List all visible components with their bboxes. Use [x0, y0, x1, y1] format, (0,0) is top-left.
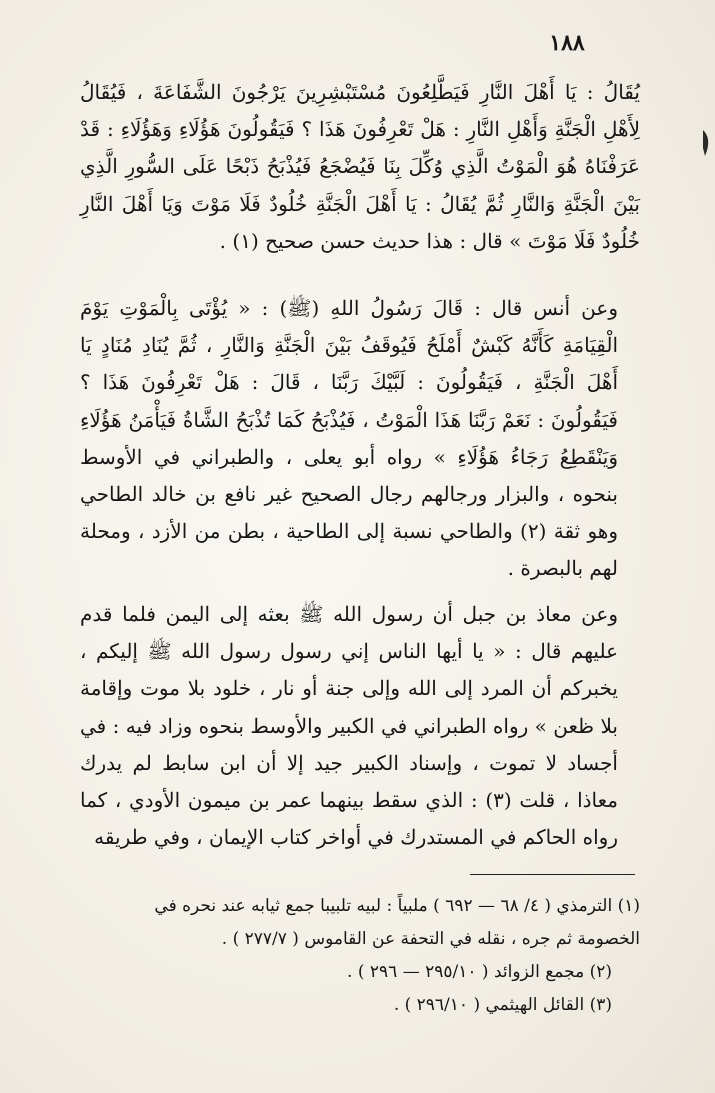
- paragraph-text: يُقَالُ : يَا أَهْلَ النَّارِ فَيَطَّلِعُونَ مُسْتَبْشِرِينَ يَرْجُونَ الشَّفَاعَةَ ، فَيُقَالُ لِأَهْلِ الْجَنَّةِ وَأَهْلِ النَّارِ : هَلْ تَعْرِفُونَ هَذَا ؟ فَيَقُولُونَ هَؤُلَاءِ وَهَؤُلَاءِ : قَدْ عَرَفْنَاهُ هُوَ الْمَوْتُ الَّذِي وُكِّلَ بِنَا فَيُضْجَعُ فَيُذْبَحُ ذَبْحًا عَلَى السُّورِ الَّذِي بَيْنَ الْجَنَّةِ وَالنَّارِ ثُمَّ يُقَالُ : يَا أَهْلَ الْجَنَّةِ خُلُودٌ فَلَا مَوْتَ وَيَا أَهْلَ النَّارِ خُلُودٌ فَلَا مَوْتَ » قال : هذا حديث حسن صحيح (١) .: [80, 80, 640, 253]
- paragraph-text: وعن أنس قال : قَالَ رَسُولُ اللهِ (ﷺ) : « يُؤْتَى بِالْمَوْتِ يَوْمَ الْقِيَامَةِ كَأَنَّهُ كَبْشٌ أَمْلَحُ فَيُوقَفُ بَيْنَ الْجَنَّةِ وَالنَّارِ ، ثُمَّ يُنَادِ مُنَادٍ يَا أَهْلَ الْجَنَّةِ ، فَيَقُولُونَ : لَبَّيْكَ رَبَّنَا ، قَالَ : هَلْ تَعْرِفُونَ هَذَا ؟ فَيَقُولُونَ : نَعَمْ رَبَّنَا هَذَا الْمَوْتُ ، فَيُذْبَحُ كَمَا تُذْبَحُ الشَّاةُ فَيَأْمَنُ هَؤُلَاءِ وَيَنْقَطِعُ رَجَاءُ هَؤُلَاءِ » رواه أبو يعلى ، والطبراني في الأوسط بنحوه ، والبزار ورجالهم رجال الصحيح غير نافع بن خالد الطاحي وهو ثقة (٢) والطاحي نسبة إلى الطاحية ، بطن من الأزد ، ومحلة لهم بالبصرة .: [80, 296, 618, 581]
- page-edge-mark-icon: [701, 128, 711, 158]
- paragraph-hadith-death-ram-continued: [80, 74, 640, 260]
- footnote-separator: [470, 874, 635, 875]
- footnote-1-line-2: الخصومة ثم جره ، نقله في التحفة عن القاموس ( ٢٧٧/٧ ) .: [221, 929, 640, 949]
- paragraph-muadh-narration: [80, 596, 640, 856]
- footnote-1-line-1: (١) الترمذي ( ٤/ ٦٨ — ٦٩٢ ) ملبياً : لبيه تلبيبا جمع ثيابه عند نحره في: [154, 896, 640, 916]
- footnotes: [80, 890, 640, 1022]
- footnote-2: (٢) مجمع الزوائد ( ٢٩٥/١٠ — ٢٩٦ ) .: [347, 962, 612, 982]
- paragraph-anas-narration: [80, 290, 640, 588]
- page-number: ١٨٨: [549, 30, 585, 56]
- paragraph-text: وعن معاذ بن جبل أن رسول الله ﷺ بعثه إلى اليمن فلما قدم عليهم قال : « يا أيها الناس إني رسول رسول الله ﷺ إليكم ، يخبركم أن المرد إلى الله وإلى جنة أو نار ، خلود بلا موت وإقامة بلا ظعن » رواه الطبراني في الكبير والأوسط بنحوه وزاد فيه : في أجساد لا تموت ، وإسناد الكبير جيد إلا أن ابن سابط لم يدرك معاذا ، قلت (٣) : الذي سقط بينهما عمر بن ميمون الأودي ، كما رواه الحاكم في المستدرك في أواخر كتاب الإيمان ، وفي طريقه: [80, 602, 618, 850]
- footnote-3: (٣) القائل الهيثمي ( ٢٩٦/١٠ ) .: [393, 995, 612, 1015]
